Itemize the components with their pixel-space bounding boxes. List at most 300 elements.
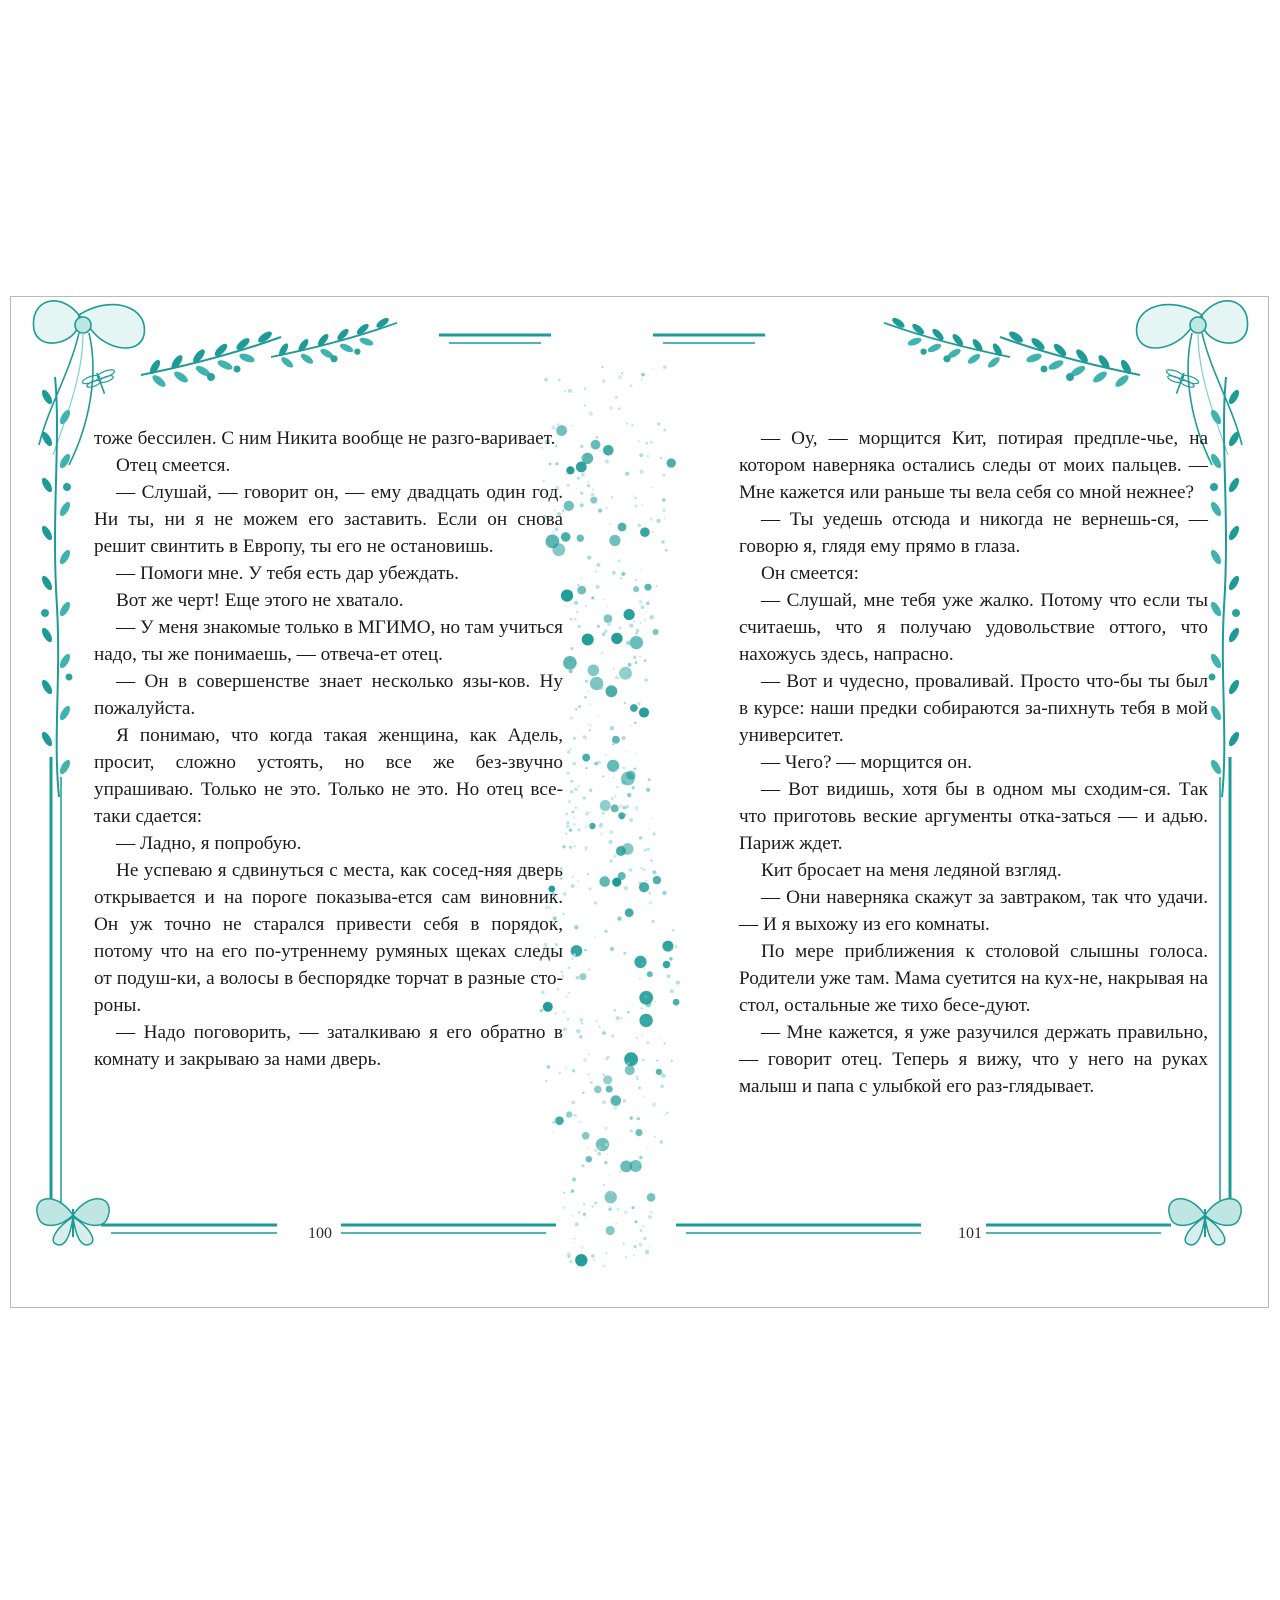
paragraph: тоже бессилен. С ним Никита вообще не разго-варивает. — [94, 428, 556, 449]
ink-dot — [563, 1027, 567, 1031]
ink-dot — [607, 622, 611, 626]
ink-dot — [664, 1042, 666, 1044]
ink-dot — [606, 685, 618, 697]
ink-dot — [634, 497, 637, 500]
ink-dot — [572, 1069, 575, 1072]
ink-dot — [574, 601, 578, 605]
ink-dot — [677, 1006, 678, 1007]
ink-dot — [646, 442, 649, 445]
ink-dot — [610, 406, 613, 409]
ink-dot — [604, 1127, 607, 1130]
ink-dot — [599, 876, 610, 887]
ink-dot — [593, 679, 596, 682]
ink-dot — [641, 373, 645, 377]
ink-dot — [665, 1076, 666, 1077]
ink-dot — [581, 473, 585, 477]
ink-dot — [572, 958, 574, 960]
ink-dot — [665, 1114, 667, 1116]
ink-dot — [618, 375, 622, 379]
ink-dot — [554, 1118, 556, 1120]
ink-dot — [589, 703, 591, 705]
ink-dot — [652, 1102, 656, 1106]
ink-dot — [639, 882, 649, 892]
ink-dot — [645, 1250, 649, 1254]
ink-dot — [616, 1223, 617, 1224]
ink-dot — [656, 1069, 662, 1075]
ink-dot — [640, 1229, 643, 1232]
ink-dot — [613, 777, 615, 779]
ink-dot — [616, 1016, 620, 1020]
ink-dot — [578, 705, 580, 707]
ink-dot — [626, 423, 628, 425]
ink-dot — [583, 1203, 585, 1205]
ink-dot — [582, 1244, 583, 1245]
ink-dot — [589, 788, 593, 792]
ink-dot — [589, 887, 592, 890]
ink-dot — [607, 1144, 608, 1145]
ink-dot — [573, 737, 576, 740]
ink-dot — [670, 989, 674, 993]
ink-dot — [625, 1256, 627, 1258]
ink-dot — [643, 1225, 645, 1227]
ink-dot — [634, 1245, 637, 1248]
ink-dot — [590, 497, 597, 504]
ink-dot — [623, 767, 625, 769]
ink-dot — [604, 1161, 607, 1164]
ink-dot — [627, 793, 631, 797]
ink-dot — [587, 556, 591, 560]
ink-dot — [660, 1085, 664, 1089]
ink-dot — [625, 908, 634, 917]
paragraph: Отец смеется. — [116, 455, 231, 476]
ink-dot — [638, 441, 640, 443]
ink-dot — [624, 886, 628, 890]
ink-dot — [611, 804, 619, 812]
ink-dot — [608, 1207, 612, 1211]
ink-dot — [572, 1215, 573, 1216]
page-number-left: 100 — [308, 1225, 332, 1242]
ink-dot — [591, 493, 595, 497]
ink-dot — [580, 503, 584, 507]
ink-dot — [611, 1034, 614, 1037]
ink-dot — [582, 634, 594, 646]
ink-dot — [640, 622, 642, 624]
ink-dot — [616, 1208, 619, 1211]
ink-dot — [656, 1060, 658, 1062]
ink-dot — [564, 501, 574, 511]
ink-dot — [639, 1014, 652, 1027]
ink-dot — [594, 1259, 596, 1261]
ink-dot — [578, 829, 581, 832]
ink-dot — [654, 1001, 656, 1003]
ink-dot — [606, 1086, 613, 1093]
paragraph: — Ладно, я попробую. — [116, 833, 302, 854]
paragraph: — Помоги мне. У тебя есть дар убеждать. — [116, 563, 459, 584]
ink-dot — [593, 1148, 597, 1152]
ink-dot — [660, 1140, 664, 1144]
ink-dot — [630, 1116, 633, 1119]
ink-dot — [630, 1160, 642, 1172]
ink-dot — [628, 663, 632, 667]
ink-dot — [574, 1114, 577, 1117]
ink-dot — [603, 1074, 605, 1076]
ink-dot — [663, 474, 666, 477]
ink-dot — [661, 540, 665, 544]
ink-dot — [598, 509, 602, 513]
ink-dot — [639, 1243, 643, 1247]
ink-dot — [577, 881, 579, 883]
ink-dot — [574, 846, 575, 847]
ink-dot — [635, 753, 636, 754]
ink-dot — [568, 389, 572, 393]
ink-dot — [612, 571, 616, 575]
ink-dot — [651, 818, 652, 819]
ink-dot — [605, 1057, 608, 1060]
ink-dot — [574, 1238, 575, 1239]
ink-dot — [618, 560, 621, 563]
ink-dot — [570, 790, 573, 793]
ink-dot — [654, 1136, 656, 1138]
ink-dot — [635, 661, 638, 664]
ink-dot — [648, 1246, 649, 1247]
ink-dot — [576, 926, 578, 928]
paragraph: Кит бросает на меня ледяной взгляд. — [761, 860, 1062, 881]
left-page-text — [94, 425, 563, 1073]
ink-dot — [589, 411, 593, 415]
ink-dot — [602, 812, 605, 815]
ink-dot — [585, 826, 587, 828]
ink-dot — [577, 477, 580, 480]
ink-dot — [671, 1060, 673, 1062]
ink-dot — [615, 676, 619, 680]
ink-dot — [603, 1075, 612, 1084]
ink-dot — [580, 492, 583, 495]
ink-dot — [573, 1242, 574, 1243]
paragraph: — Надо поговорить, — заталкиваю я его обратно в комнату и закрываю за нами дверь. — [94, 1022, 563, 1070]
butterfly-icon-right — [1169, 1199, 1241, 1245]
ink-dot — [611, 633, 622, 644]
ink-dot — [585, 846, 588, 849]
ink-dot — [568, 967, 570, 969]
ink-dot — [566, 824, 570, 828]
ink-dot — [630, 1130, 633, 1133]
ink-dot — [600, 800, 611, 811]
ink-dot — [639, 600, 643, 604]
ink-dot — [663, 961, 671, 969]
ink-dot — [603, 1265, 606, 1268]
ink-dot — [604, 930, 607, 933]
ink-dot — [639, 1059, 640, 1060]
ink-dot — [581, 1247, 583, 1249]
ink-dot — [639, 978, 641, 980]
ink-dot — [660, 457, 662, 459]
ink-dot — [673, 999, 680, 1006]
ink-dot — [648, 778, 651, 781]
paragraph: Я понимаю, что когда такая женщина, как Адель, просит, сложно устоять, но все же без-звучно упрашиваю. Только не это. Только не это. Но отец все-таки сдается: — [94, 725, 563, 827]
ink-dot — [630, 704, 638, 712]
paragraph: — Мне кажется, я уже разучился держать правильно, — говорит отец. Теперь я вижу, что у него на руках малыш и папа с улыбкой его раз-глядывает. — [739, 1022, 1208, 1097]
ink-dot — [624, 1211, 628, 1215]
ink-dot — [582, 453, 593, 464]
ink-dot — [652, 870, 656, 874]
ink-dot — [610, 1175, 611, 1176]
ink-dot — [642, 963, 644, 965]
ink-dot — [643, 1237, 647, 1241]
ink-dot — [647, 1193, 656, 1202]
ink-dot — [610, 1191, 613, 1194]
ink-dot — [570, 780, 573, 783]
ink-dot — [644, 849, 647, 852]
ink-dot — [672, 929, 675, 932]
ink-dot — [612, 736, 620, 744]
ink-dot — [647, 455, 649, 457]
ink-dot — [588, 968, 591, 971]
ink-dot — [554, 1109, 556, 1111]
ink-dot — [641, 504, 643, 506]
ink-dot — [643, 1096, 645, 1098]
ink-dot — [604, 599, 605, 600]
ink-dot — [607, 606, 609, 608]
ink-dot — [643, 869, 645, 871]
ink-dot — [605, 755, 607, 757]
ink-dot — [602, 379, 605, 382]
ink-dot — [653, 629, 659, 635]
ink-dot — [575, 1254, 587, 1266]
ink-dot — [635, 504, 638, 507]
ink-dot — [631, 1005, 633, 1007]
ink-dot — [608, 840, 612, 844]
ink-dot — [569, 669, 573, 673]
ink-dot — [570, 647, 573, 650]
ink-dot — [636, 1076, 638, 1078]
ink-dot — [563, 892, 567, 896]
ink-dot — [651, 487, 652, 488]
ink-dot — [563, 656, 577, 670]
ink-dot — [649, 829, 650, 830]
ink-dot — [639, 836, 643, 840]
ink-dot — [635, 806, 638, 809]
ink-dot — [577, 584, 579, 586]
ink-dot — [640, 867, 643, 870]
ink-dot — [596, 436, 598, 438]
ink-dot — [566, 1183, 568, 1185]
right-page-text — [739, 425, 1208, 1100]
ink-dot — [602, 1100, 606, 1104]
ink-dot — [636, 809, 638, 811]
ink-dot — [575, 487, 577, 489]
paragraph: — Оу, — морщится Кит, потирая предпле-чье, на котором наверняка остались следы от моих пальцев. — Мне кажется или раньше ты вела себя со мной нежнее? — [739, 428, 1208, 503]
ink-dot — [569, 846, 572, 849]
paragraph: — Вот и чудесно, проваливай. Просто что-бы ты был в курсе: наши предки собираются за-пихнуть тебя в мой университет. — [739, 671, 1208, 746]
ink-dot — [584, 696, 587, 699]
ink-dot — [599, 1026, 601, 1028]
ink-dot — [649, 615, 653, 619]
ink-dot — [616, 786, 618, 788]
ink-dot — [585, 680, 588, 683]
ink-dot — [618, 407, 621, 410]
ink-dot — [552, 1132, 554, 1134]
ink-dot — [644, 619, 646, 621]
ink-dot — [602, 775, 604, 777]
ink-dot — [582, 1132, 590, 1140]
ink-dot — [588, 665, 600, 677]
ink-dot — [637, 524, 641, 528]
ink-dot — [580, 577, 582, 579]
ink-dot — [642, 1059, 644, 1061]
ink-dot — [592, 1206, 594, 1208]
ink-dot — [583, 797, 586, 800]
ink-dot — [635, 579, 637, 581]
ink-dot — [627, 674, 630, 677]
ink-dot — [609, 830, 613, 834]
ink-dot — [641, 605, 645, 609]
ink-dot — [600, 823, 603, 826]
ink-dot — [592, 488, 594, 490]
ink-dot — [606, 1226, 615, 1235]
ink-dot — [571, 1189, 574, 1192]
ink-dot — [639, 707, 649, 717]
ink-dot — [650, 859, 652, 861]
ink-dot — [650, 441, 653, 444]
ink-dot — [566, 996, 567, 997]
ink-dot — [577, 535, 584, 542]
ink-dot — [638, 1087, 641, 1090]
ink-dot — [633, 495, 634, 496]
ink-dot — [588, 824, 591, 827]
ink-dot — [656, 519, 660, 523]
ink-dot — [675, 945, 678, 948]
ink-dot — [635, 1129, 642, 1136]
ink-dot — [665, 549, 668, 552]
ink-dot — [646, 788, 650, 792]
ink-dot — [577, 1029, 581, 1033]
ink-dot — [633, 586, 639, 592]
ink-dot — [606, 507, 608, 509]
ink-dot — [567, 772, 570, 775]
ink-dot — [634, 722, 636, 724]
ink-dot — [572, 1177, 576, 1181]
ink-dot — [606, 1153, 608, 1155]
ink-dot — [652, 368, 654, 370]
ink-dot — [599, 686, 603, 690]
ink-dot — [597, 716, 598, 717]
ink-dot — [619, 805, 622, 808]
butterfly-icon-left — [37, 1199, 109, 1245]
ink-dot — [676, 981, 680, 985]
ink-dot — [565, 833, 567, 835]
ink-dot — [622, 736, 626, 740]
ink-dot — [605, 459, 609, 463]
ink-dot — [576, 611, 578, 613]
ink-dot — [565, 605, 567, 607]
ink-dot — [662, 891, 666, 895]
ink-dot — [648, 1215, 652, 1219]
ink-dot — [573, 817, 575, 819]
ink-dot — [624, 1052, 638, 1066]
ink-dot — [640, 527, 650, 537]
ink-dot — [596, 563, 600, 567]
ink-dot — [601, 652, 603, 654]
ink-dot — [636, 637, 638, 639]
ink-dot — [649, 901, 653, 905]
ink-dot — [585, 605, 587, 607]
ink-dot — [571, 811, 574, 814]
ink-dot — [614, 1009, 616, 1011]
ink-dot — [650, 517, 653, 520]
ink-dot — [585, 849, 587, 851]
ink-dot — [611, 797, 614, 800]
ink-dot — [629, 624, 633, 628]
ink-dot — [614, 795, 616, 797]
ink-dot — [618, 812, 625, 819]
ink-dot — [582, 1092, 584, 1094]
ink-dot — [590, 812, 592, 814]
ink-dot — [596, 1020, 598, 1022]
ink-dot — [647, 971, 653, 977]
ink-dot — [659, 1038, 660, 1039]
ink-dot — [662, 498, 665, 501]
ink-dot — [582, 754, 590, 762]
ink-dot — [568, 800, 571, 803]
ink-dot — [638, 702, 641, 705]
ink-dot — [585, 767, 587, 769]
ink-dot — [621, 372, 623, 374]
ink-dot — [633, 620, 635, 622]
ink-dot — [639, 1156, 642, 1159]
ink-dot — [575, 1222, 579, 1226]
ink-dot — [616, 846, 626, 856]
ink-dot — [567, 821, 570, 824]
ink-dot — [624, 609, 635, 620]
ink-dot — [607, 614, 609, 616]
ink-dot — [631, 424, 634, 427]
ink-dot — [598, 1152, 602, 1156]
ink-dot — [636, 629, 640, 633]
ink-dot — [594, 1086, 602, 1094]
ink-dot — [569, 748, 571, 750]
ink-dot — [651, 920, 655, 924]
ink-dot — [564, 390, 566, 392]
ink-dot — [640, 470, 644, 474]
ink-dot — [669, 957, 673, 961]
ink-dot — [578, 625, 581, 628]
paragraph: Вот же черт! Еще этого не хватало. — [116, 590, 404, 611]
ink-dot — [635, 1220, 638, 1223]
ink-dot — [603, 445, 614, 456]
ink-dot — [633, 1254, 635, 1256]
ink-dot — [656, 585, 658, 587]
ink-dot — [585, 811, 589, 815]
ink-dot — [616, 769, 618, 771]
ink-dot — [565, 1067, 566, 1068]
ink-dot — [583, 1058, 587, 1062]
ink-dot — [636, 1037, 638, 1039]
ink-dot — [595, 571, 597, 573]
ink-dot — [667, 1112, 669, 1114]
paragraph: — Ты уедешь отсюда и никогда не вернешь-ся, — говорю я, глядя ему прямо в глаза. — [739, 509, 1208, 557]
ink-dot — [583, 1213, 586, 1216]
ink-dot — [587, 484, 590, 487]
ink-dot — [588, 1053, 590, 1055]
paragraph: — Слушай, мне тебя уже жалко. Потому что если ты считаешь, что я получаю удовольствие оттого, что нахожусь здесь, напрасно. — [739, 590, 1208, 665]
ink-dot — [585, 1217, 587, 1219]
ink-dot — [627, 1062, 630, 1065]
ink-dot — [603, 1184, 605, 1186]
ink-dot — [569, 828, 572, 831]
ink-dot — [602, 632, 606, 636]
ink-dot — [647, 848, 650, 851]
ink-dot — [566, 466, 574, 474]
